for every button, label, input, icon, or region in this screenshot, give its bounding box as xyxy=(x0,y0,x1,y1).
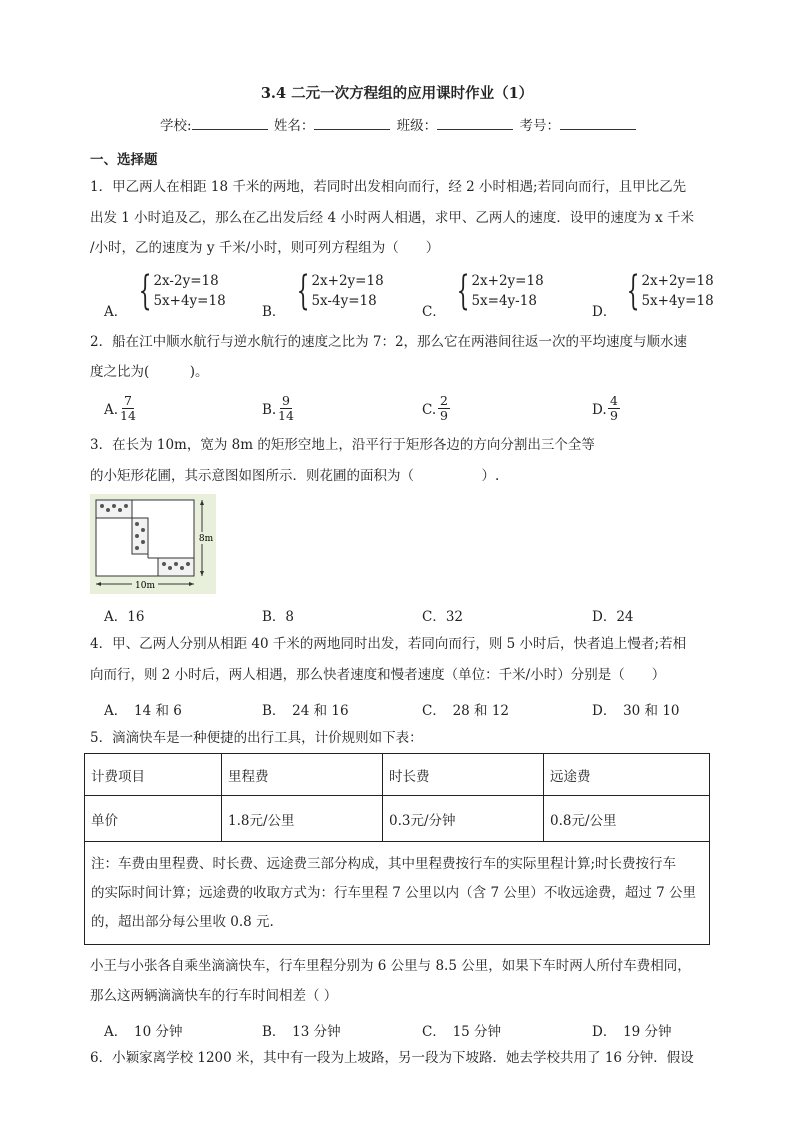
q3-option-a[interactable]: A．16 xyxy=(104,609,145,625)
q1-c-eq2: 5x=4y-18 xyxy=(471,293,537,309)
exam-number-label: 考号： xyxy=(519,118,560,134)
q6-text-line-1: 6．小颖家离学校 1200 米，其中有一段为上坡路，另一段为下坡路．她去学校共用了 16 分钟．假设 xyxy=(90,1050,694,1066)
q1-option-d-system[interactable] xyxy=(614,268,714,314)
school-label: 学校: xyxy=(160,118,192,134)
q1-option-c-system[interactable] xyxy=(444,268,544,314)
brace-icon: { xyxy=(626,268,640,314)
q3-option-d[interactable]: D．24 xyxy=(592,609,634,625)
q2-d-denominator: 9 xyxy=(610,408,618,423)
table-header-cell: 计费项目 xyxy=(85,754,222,796)
garden-diagram xyxy=(90,494,216,594)
q3-text-line-1: 3．在长为 10m，宽为 8m 的矩形空地上，沿平行于矩形各边的方向分割出三个全等 xyxy=(90,437,595,453)
brace-icon: { xyxy=(296,268,310,314)
table-row xyxy=(85,796,710,842)
q1-a-eq1: 2x-2y=18 xyxy=(153,273,219,289)
q2-option-a-fraction[interactable] xyxy=(120,394,136,423)
table-note-line: 的实际时间计算；远途费的收取方式为：行车里程 7 公里以内（含 7 公里）不收远途费，超过 7 公里 xyxy=(91,884,697,901)
q1-option-a-system[interactable] xyxy=(126,268,226,314)
q2-option-c-fraction[interactable] xyxy=(438,394,450,423)
q5-intro: 5．滴滴快车是一种便捷的出行工具，计价规则如下表： xyxy=(90,730,423,746)
name-blank[interactable] xyxy=(314,115,390,130)
table-note-line: 注：车费由里程费、时长费、远途费三部分构成，其中里程费按行车的实际里程计算;时长费按行车 xyxy=(91,855,677,872)
class-label: 班级： xyxy=(396,118,438,134)
q1-option-c-label: C． xyxy=(422,304,446,320)
q4-option-b[interactable]: B． 24 和 16 xyxy=(262,703,349,719)
flowerbed-1 xyxy=(96,500,132,518)
q4-text-line-2: 向而行，则 2 小时后，两人相遇，那么快者速度和慢者速度（单位：千米/小时）分别是（ ） xyxy=(90,667,666,683)
table-header-row xyxy=(85,754,710,796)
q4-option-d[interactable]: D． 30 和 10 xyxy=(592,703,680,719)
q2-option-c-label: C. xyxy=(422,402,437,418)
flowerbed-2 xyxy=(132,518,148,554)
q5-text-line-2: 那么这两辆滴滴快车的行车时间相差（ ） xyxy=(90,988,338,1004)
table-header-cell: 里程费 xyxy=(222,754,383,796)
q1-text-line-3: /小时，乙的速度为 y 千米/小时，则可列方程组为（ ） xyxy=(90,240,440,256)
brace-icon: { xyxy=(456,268,470,314)
q1-d-eq2: 5x+4y=18 xyxy=(641,293,714,309)
table-note-row xyxy=(85,842,710,945)
q2-text-line-2: 度之比为( )。 xyxy=(90,364,209,380)
q2-option-a-label: A. xyxy=(104,402,119,418)
table-cell: 0.8元/公里 xyxy=(544,796,710,842)
q2-option-b-fraction[interactable] xyxy=(278,394,294,423)
width-label: 10m xyxy=(135,581,155,591)
q1-text-line-2: 出发 1 小时追及乙，那么在乙出发后经 4 小时两人相遇，求甲、乙两人的速度．设甲的速度为 x 千米 xyxy=(90,210,695,226)
q2-option-d-fraction[interactable] xyxy=(608,394,620,423)
q3-option-c[interactable]: C．32 xyxy=(422,609,464,625)
q4-text-line-1: 4．甲、乙两人分别从相距 40 千米的两地同时出发，若同向而行，则 5 小时后，快者追上慢者;若相 xyxy=(90,636,687,652)
q5-option-c[interactable]: C． 15 分钟 xyxy=(422,1024,502,1040)
q1-b-eq2: 5x-4y=18 xyxy=(311,293,377,309)
table-header-cell: 远途费 xyxy=(544,754,710,796)
q2-c-numerator: 2 xyxy=(440,393,448,408)
fee-table xyxy=(84,753,710,945)
q1-option-a-label: A． xyxy=(104,304,128,320)
table-header-cell: 时长费 xyxy=(383,754,544,796)
q5-option-d[interactable]: D． 19 分钟 xyxy=(592,1024,672,1040)
brace-icon: { xyxy=(138,268,152,314)
q1-d-eq1: 2x+2y=18 xyxy=(641,273,714,289)
q1-c-eq1: 2x+2y=18 xyxy=(471,273,544,289)
q2-d-numerator: 4 xyxy=(610,393,618,408)
q2-text-line-1: 2．船在江中顺水航行与逆水航行的速度之比为 7：2，那么它在两港间往返一次的平均速度与顺水速 xyxy=(90,334,688,350)
q3-text-line-2: 的小矩形花圃，其示意图如图所示．则花圃的面积为（ ）. xyxy=(90,468,500,484)
q3-option-b[interactable]: B．8 xyxy=(262,609,295,625)
table-note-line: 的，超出部分每公里收 0.8 元. xyxy=(91,913,274,930)
q2-b-numerator: 9 xyxy=(281,393,290,408)
section-heading-choice: 一、选择题 xyxy=(90,152,158,168)
q1-option-b-system[interactable] xyxy=(284,268,384,314)
school-blank[interactable] xyxy=(192,115,268,130)
page-title: 3.4 二元一次方程组的应用课时作业（1） xyxy=(260,85,534,102)
q1-b-eq1: 2x+2y=18 xyxy=(311,273,384,289)
height-label: 8m xyxy=(198,534,214,544)
table-cell: 0.3元/分钟 xyxy=(383,796,544,842)
table-cell: 1.8元/公里 xyxy=(222,796,383,842)
q2-c-denominator: 9 xyxy=(440,408,448,423)
q1-option-d-label: D． xyxy=(592,304,617,320)
q1-option-b-label: B． xyxy=(262,304,286,320)
table-note-cell xyxy=(85,842,710,945)
student-info-line xyxy=(160,114,638,134)
q1-text-line-1: 1．甲乙两人在相距 18 千米的两地，若同时出发相向而行，经 2 小时相遇;若同向而行，且甲比乙先 xyxy=(90,179,687,195)
q2-option-b-label: B. xyxy=(262,402,277,418)
q5-option-a[interactable]: A． 10 分钟 xyxy=(104,1024,183,1040)
q4-option-c[interactable]: C． 28 和 12 xyxy=(422,703,510,719)
class-blank[interactable] xyxy=(437,115,513,130)
table-cell: 单价 xyxy=(85,796,222,842)
q2-b-denominator: 14 xyxy=(278,408,294,423)
q2-option-d-label: D. xyxy=(592,402,607,418)
q5-option-b[interactable]: B． 13 分钟 xyxy=(262,1024,341,1040)
q4-option-a[interactable]: A． 14 和 6 xyxy=(104,703,182,719)
name-label: 姓名： xyxy=(273,118,315,134)
q2-a-numerator: 7 xyxy=(123,393,132,408)
q2-a-denominator: 14 xyxy=(120,408,136,423)
flowerbed-3 xyxy=(158,558,194,576)
exam-number-blank[interactable] xyxy=(560,115,636,130)
q1-a-eq2: 5x+4y=18 xyxy=(153,293,226,309)
q5-text-line-1: 小王与小张各自乘坐滴滴快车，行车里程分别为 6 公里与 8.5 公里，如果下车时两人所付车费相同， xyxy=(90,958,691,974)
